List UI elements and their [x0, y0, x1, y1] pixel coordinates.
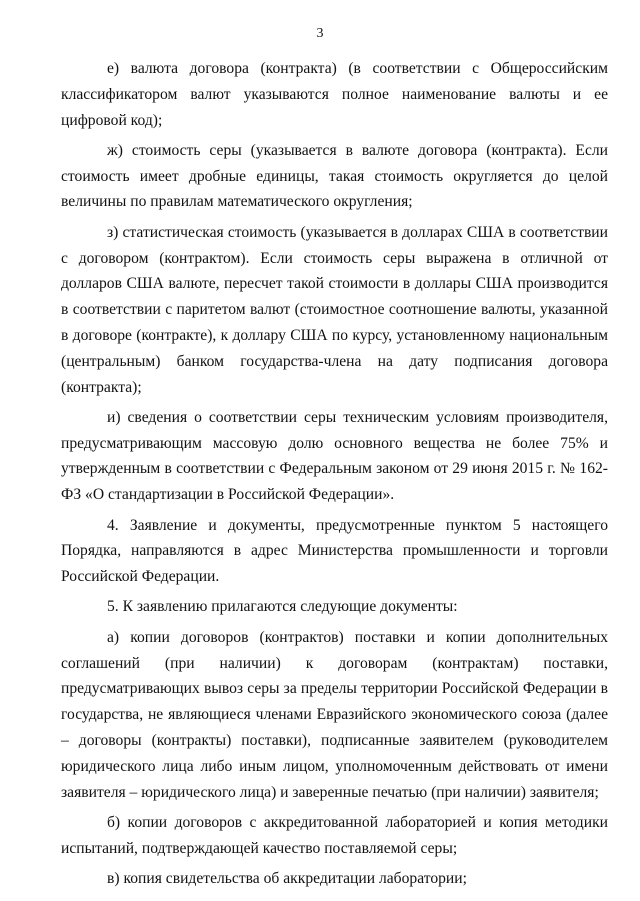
- paragraph-a-supply-contracts: а) копии договоров (контрактов) поставки и копии дополнительных соглашений (при наличии) к договорам (контрактам) поставки, предусматривающих вывоз серы за пределы территории Российской Федерации в государства, не являющиеся членами Евразийского экономического союза (далее – договоры (контракты) поставки), подписанные заявителем (руководителем юридического лица либо иным лицом, уполномоченным действовать от имени заявителя – юридического лица) и заверенные печатью (при наличии) заявителя;: [61, 628, 608, 801]
- paragraph-z-statistical-value: з) статистическая стоимость (указывается в долларах США в соответствии с договором (контрактом). Если стоимость серы выражена в отличной от долларов США валюте, пересчет такой стоимости в доллары США производится в соответствии с паритетом валют (стоимостное соотношение валюты, указанной в договоре (контракте), к доллару США по курсу, установленному национальным (центральным) банком государства-члена на дату подписания договора (контракта);: [61, 223, 608, 396]
- page-number: 3: [316, 26, 324, 41]
- paragraph-b-laboratory-contracts: б) копии договоров с аккредитованной лабораторией и копия методики испытаний, подтверждающей качество поставляемой серы;: [61, 813, 608, 857]
- paragraph-5-attached-documents: 5. К заявлению прилагаются следующие документы:: [107, 598, 458, 616]
- paragraph-e-contract-currency: е) валюта договора (контракта) (в соответствии с Общероссийским классификатором валют указываются полное наименование валюты и ее цифровой код);: [61, 60, 608, 129]
- paragraph-zh-sulfur-cost: ж) стоимость серы (указывается в валюте договора (контракта). Если стоимость имеет дробные единицы, такая стоимость округляется до целой величины по правилам математического округления;: [61, 141, 608, 211]
- paragraph-4-submission: 4. Заявление и документы, предусмотренные пунктом 5 настоящего Порядка, направляются в адрес Министерства промышленности и торговли Российской Федерации.: [61, 516, 608, 586]
- paragraph-i-technical-conditions: и) сведения о соответствии серы техническим условиям производителя, предусматривающим массовую долю основного вещества не более 75% и утвержденным в соответствии с Федеральным законом от 29 июня 2015 г. № 162-ФЗ «О стандартизации в Российской Федерации».: [61, 408, 608, 504]
- paragraph-v-accreditation-certificate: в) копия свидетельства об аккредитации лаборатории;: [107, 869, 467, 887]
- document-body: [61, 56, 608, 896]
